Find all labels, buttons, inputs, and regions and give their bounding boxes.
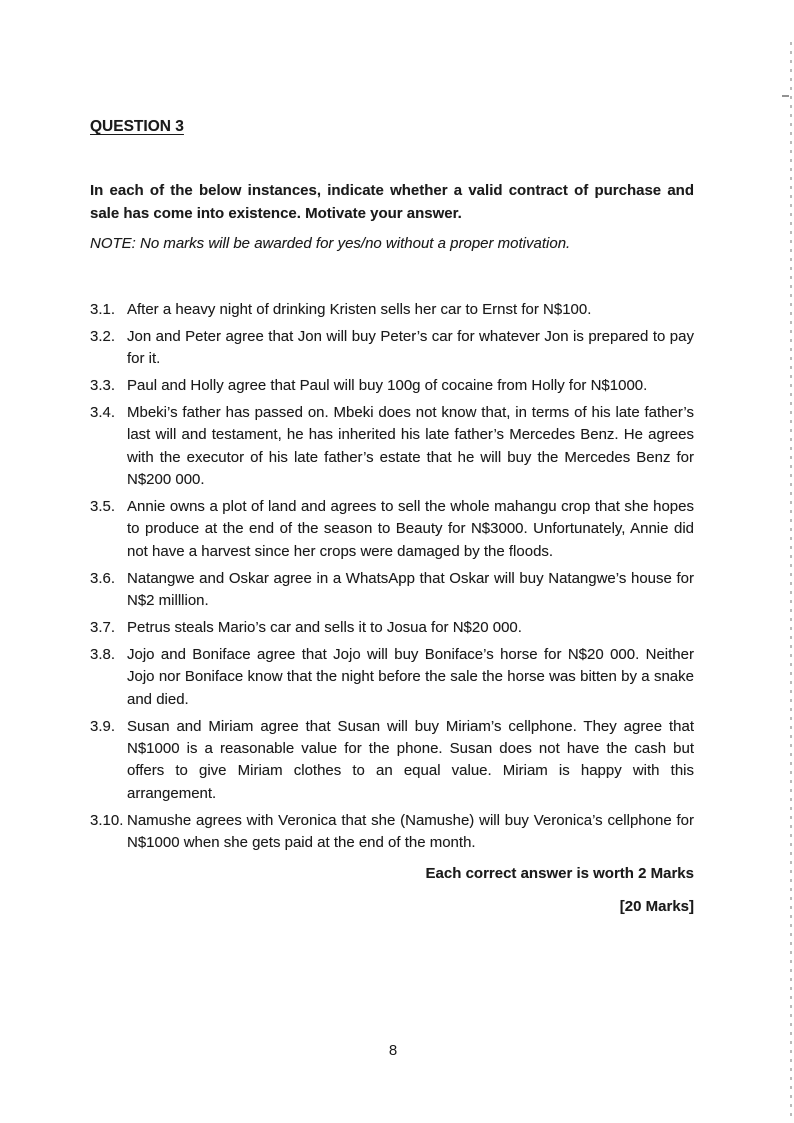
item-number: 3.5.	[90, 497, 116, 515]
question-heading: QUESTION 3	[90, 118, 184, 135]
list-item-3-5	[90, 496, 694, 563]
item-text: Petrus steals Mario’s car and sells it to Josua for N$20 000.	[127, 618, 522, 636]
list-item-3-2	[90, 326, 694, 371]
item-text: Paul and Holly agree that Paul will buy 100g of cocaine from Holly for N$1000.	[127, 376, 648, 394]
list-item-3-9	[90, 716, 694, 806]
item-number: 3.1.	[90, 300, 116, 318]
list-item-3-8	[90, 644, 694, 711]
per-answer-marks: Each correct answer is worth 2 Marks	[425, 865, 694, 883]
list-item-3-1	[90, 299, 694, 321]
item-number: 3.7.	[90, 618, 116, 636]
item-text: Susan and Miriam agree that Susan will buy Miriam’s cellphone. They agree that N$1000 is a reasonable value for the phone. Susan does not have the cash but offers to give Miriam clothes to an equal value. Miriam is happy with this arrangement.	[127, 717, 694, 802]
item-text: Natangwe and Oskar agree in a WhatsApp that Oskar will buy Natangwe’s house for N$2 milllion.	[127, 569, 694, 609]
item-text: Namushe agrees with Veronica that she (Namushe) will buy Veronica’s cellphone for N$1000 when she gets paid at the end of the month.	[127, 811, 694, 852]
item-number: 3.9.	[90, 717, 116, 735]
marking-note: NOTE: No marks will be awarded for yes/no without a proper motivation.	[90, 235, 571, 253]
item-number: 3.6.	[90, 569, 116, 587]
list-item-3-6	[90, 568, 694, 613]
list-item-3-7	[90, 617, 694, 639]
question-instructions: In each of the below instances, indicate whether a valid contract of purchase and sale has come into existence. Motivate your answer.	[90, 182, 694, 222]
list-item-3-10	[90, 810, 694, 855]
item-number: 3.3.	[90, 376, 116, 394]
page-number: 8	[388, 1042, 398, 1059]
item-text: Jon and Peter agree that Jon will buy Peter’s car for whatever Jon is prepared to pay for it.	[127, 327, 694, 367]
list-item-3-4	[90, 402, 694, 492]
scan-artifact-mark	[782, 95, 789, 97]
item-number: 3.10.	[90, 811, 124, 829]
item-number: 3.8.	[90, 645, 116, 663]
item-text: Mbeki’s father has passed on. Mbeki does not know that, in terms of his late father’s last will and testament, he has inherited his late father’s Mercedes Benz. He agrees with the executor of his late father’s estate that he will buy the Mercedes Benz for N$200 000.	[127, 403, 694, 488]
item-text: Jojo and Boniface agree that Jojo will buy Boniface’s horse for N$20 000. Neither Jojo nor Boniface know that the night before the sale the horse was bitten by a snake and died.	[127, 645, 694, 708]
document-content	[90, 116, 694, 918]
scan-artifact-right-edge	[790, 42, 792, 1117]
item-text: Annie owns a plot of land and agrees to sell the whole mahangu crop that she hopes to produce at the end of the season to Beauty for N$3000. Unfortunately, Annie did not have a harvest since her crops were damaged by the floods.	[127, 497, 694, 560]
total-marks: [20 Marks]	[619, 897, 694, 915]
item-number: 3.2.	[90, 327, 116, 345]
list-item-3-3	[90, 375, 694, 397]
item-text: After a heavy night of drinking Kristen sells her car to Ernst for N$100.	[127, 300, 592, 318]
item-number: 3.4.	[90, 403, 116, 421]
